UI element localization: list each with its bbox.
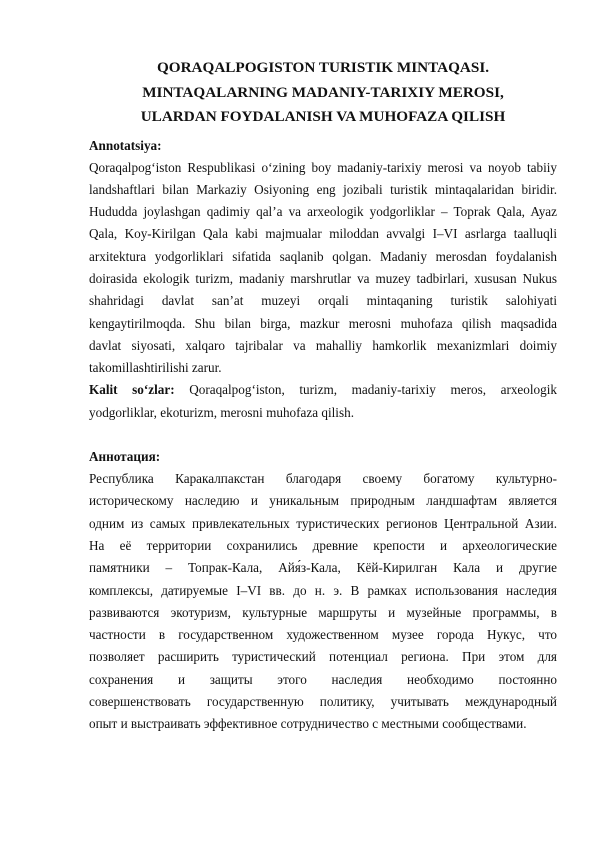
- keywords-text: Qoraqalpog‘iston, turizm, madaniy-tarixiy meros, arxeologik: [174, 382, 557, 398]
- text-line: shahridagi davlat san’at muzeyi orqali mintaqaning turistik salohiyati: [89, 293, 557, 309]
- text-line: сохранения и защиты этого наследия необходимо постоянно: [89, 671, 557, 687]
- text-line: kengaytirilmoqda. Shu bilan birga, mazkur merosni muhofaza qilish maqsadida: [89, 315, 557, 331]
- title-line: QORAQALPOGISTON TURISTIK MINTAQASI.: [156, 59, 490, 76]
- text-line: опыт и выстраивать эффективное сотрудничество с местными сообществами.: [89, 716, 527, 732]
- uz-annotation-heading: Annotatsiya:: [89, 137, 162, 153]
- text-line: Hududda joylashgan qadimiy qal’a va arxeologik yodgorliklar – Toprak Qala, Ayaz: [89, 204, 557, 220]
- ru-annotation-body: [89, 468, 557, 736]
- text-line: одним из самых привлекательных туристических регионов Центральной Азии.: [89, 515, 557, 531]
- text-line: развиваются экотуризм, культурные маршруты и музейные программы, в: [89, 604, 557, 620]
- uz-annotation-body: [89, 157, 557, 425]
- section-gap: [89, 424, 557, 446]
- text-line: davlat siyosati, xalqaro tajribalar va mahalliy hamkorlik mexanizmlari doimiy: [89, 337, 557, 353]
- text-line: историческому наследию и уникальным природным ландшафтам является: [89, 493, 557, 509]
- keywords-label: Kalit so‘zlar:: [89, 382, 175, 398]
- text-line: Республика Каракалпакстан благодаря своему богатому культурно-: [89, 471, 557, 487]
- paper-title: [89, 56, 557, 130]
- text-line: arxitektura yodgorliklari sifatida saqlanib qolgan. Madaniy merosdan foydalanish: [89, 248, 557, 264]
- text-line: совершенствовать государственную политику, учитывать международный: [89, 694, 557, 710]
- title-line: MINTAQALARNING MADANIY-TARIXIY MEROSI,: [142, 83, 504, 101]
- text-line: частности в государственном художественном музее города Нукус, что: [89, 627, 557, 643]
- text-line: Qala, Koy-Kirilgan Qala kabi majmualar miloddan avvalgi I–VI asrlarga taalluqli: [89, 226, 557, 242]
- document-page: [89, 56, 557, 736]
- text-line: doirasida ekologik turizm, madaniy marshrutlar va muzey tadbirlari, xususan Nukus: [89, 270, 557, 286]
- text-line: памятники – Топрак-Кала, Айя́з-Кала, Кёй-Кирилган Кала и другие: [89, 560, 557, 576]
- text-line: landshaftlari bilan Markaziy Osiyoning eng jozibali turistik mintaqalaridan biridir.: [89, 181, 557, 197]
- keywords-line: yodgorliklar, ekoturizm, merosni muhofaza qilish.: [89, 404, 354, 420]
- text-line: takomillashtirilishi zarur.: [89, 360, 222, 376]
- title-line: ULARDAN FOYDALANISH VA MUHOFAZA QILISH: [140, 108, 506, 125]
- text-line: Qoraqalpog‘iston Respublikasi o‘zining boy madaniy-tarixiy merosi va noyob tabiiy: [89, 159, 557, 175]
- keywords-line: [89, 379, 557, 401]
- text-line: позволяет расширить туристический потенциал региона. При этом для: [89, 649, 557, 665]
- text-line: комплексы, датируемые I–VI вв. до н. э. В рамках использования наследия: [89, 582, 557, 598]
- ru-annotation-heading: Аннотация:: [89, 449, 161, 465]
- text-line: На её территории сохранились древние крепости и археологические: [89, 537, 557, 553]
